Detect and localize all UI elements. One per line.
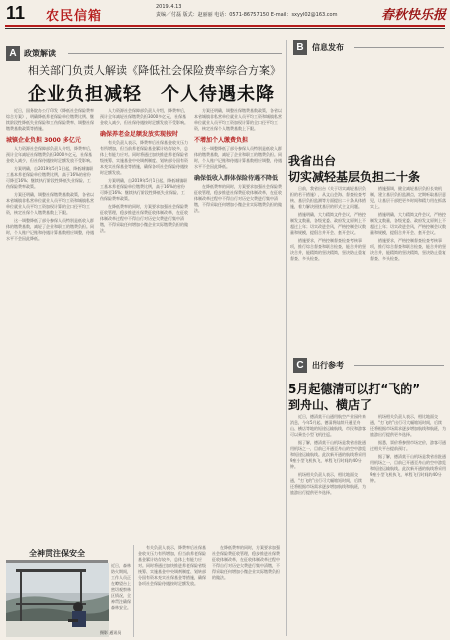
- section-b-column-2: [370, 186, 446, 354]
- section-a-column-3: [194, 108, 282, 540]
- paragraph: 方案还明确，调整社保缴费基数政策，各省以本省城镇非私营单位就业人员平均工资和城镇私营单位就业人员平均工资加权计算的全口径平均工资，核定社保个人缴费基数上下限。: [6, 192, 94, 215]
- paragraph: 方案明确，自2019年5月1日起，降低城镇职工基本养老保险单位缴费比例，高于16%的省份可降至16%；继续执行阶段性降低失业保险、工伤保险费率政策。: [100, 178, 188, 201]
- section-b-tag: 信息发布: [312, 43, 344, 52]
- masthead-rule: [5, 25, 445, 27]
- section-a-column-1: [6, 108, 94, 540]
- paragraph: 据悉，票价将参照市场定价，游客可通过相关平台提前预订。: [370, 440, 446, 451]
- paragraph: 这一调整降低了部分参保人员特别是低收入群体的缴费基数，减轻了企业和职工的缴费负担。同时，个人账户记账和待遇计算基数相应调整，待遇水平不会因此降低。: [6, 218, 94, 241]
- section-title: 农民信箱: [46, 9, 103, 24]
- section-b-badge: B: [293, 40, 307, 55]
- paragraph: 在降低费率的同时，方案要求加强社会保险费征收管理，稳步推进社保费征收体制改革，在征收体制改革过程中不得自行对历史欠费进行集中清缴，不得采取任何增加小微企业实际缴费负担的做法。: [194, 184, 282, 213]
- section-a-tag-line: [68, 53, 282, 54]
- paragraph: 日前，我省出台《关于切实减轻基层负担的若干措施》，从文山会海、督查检查考核、基层负担监测等方面提出二十条具体措施，着力解决困扰基层的形式主义问题。: [290, 186, 366, 209]
- paragraph: 据了解，德清莫干山机场是我省首批通用机场之一，目前已开通至舟山的空中游览和短途运输航线。此次新开通的航线将采用9座小型飞机执飞，单程飞行时间约40分钟。: [370, 454, 446, 483]
- paragraph: 有关负责人表示，降费率后社保基金收支压力有所增加，但当前养老保险基金累计结存较多，总体上有能力应对。同时将通过加快推进养老保险省级统筹、实施基金中央调剂制度、划转部分国有资本充实社保基金等措施，确保各项社会保险待遇按时足额发放。: [138, 545, 206, 586]
- section-a-column-5: [212, 545, 282, 637]
- section-a-kicker: 相关部门负责人解读《降低社会保险费率综合方案》: [28, 64, 281, 77]
- paragraph: 方案明确，自2019年5月1日起，降低城镇职工基本养老保险单位缴费比例，高于16%的省份可降至16%；继续执行阶段性降低失业保险、工伤保险费率政策。: [6, 166, 94, 189]
- section-b-column-1: [290, 186, 366, 354]
- section-a-tag: 政策解读: [24, 49, 56, 58]
- paragraph: 机场相关负责人表示，相比地面交通，“打飞的”出行可大幅缩短时间，后续还将根据市场需求逐步增加航线和航班，为旅游出行提供更多选择。: [370, 414, 446, 437]
- section-a-subhead-3: 不增加个人缴费负担: [194, 137, 249, 144]
- section-a-column-2: [100, 108, 188, 540]
- email-address: E-mail：sxyyl02@163.com: [270, 12, 338, 18]
- section-b-headline-2: 切实减轻基层负担二十条: [288, 170, 421, 184]
- section-a-subhead-2: 确保养老金足额发放实现按时: [100, 131, 179, 138]
- masthead: [6, 3, 446, 25]
- section-c-badge: C: [293, 358, 307, 373]
- paragraph: 机场相关负责人表示，相比地面交通，“打飞的”出行可大幅缩短时间，后续还将根据市场需求逐步增加航线和航班，为旅游出行提供更多选择。: [290, 472, 366, 495]
- paragraph: 措施明确，大力精简文件会议，严格控制发文数量，各级党委、政府发文原则上不超过上年；切实改进会风，严格控制会议数量和规模，提倡合并开会、套开会议。: [290, 212, 366, 235]
- section-a-column-4: [138, 545, 208, 637]
- feature-title: 全神贯注保安全: [29, 549, 85, 558]
- section-a-subhead-1: 城镇企业负担 3000 多亿元: [6, 137, 81, 144]
- phone-number: 电话：0571-86757150: [214, 12, 270, 18]
- section-c-column-2: [370, 414, 446, 636]
- section-c-headline-1: 5月起德清可以打“飞的”: [288, 382, 421, 396]
- section-a-subhead-4: 确保低收入群体保险待遇不降低: [194, 175, 279, 182]
- feature-photo: [6, 563, 109, 637]
- caption-text: 近日，森林防火期间，工作人员正在瞭望台上密切观察林区情况，全神贯注确保森林安全。: [111, 563, 131, 610]
- paragraph: 在降低费率的同时，方案要求加强社会保险费征收管理，稳步推进社保费征收体制改革，在征收体制改革过程中不得自行对历史欠费进行集中清缴，不得采取任何增加小微企业实际缴费负担的做法。: [100, 204, 188, 233]
- section-a-headline: 企业负担减轻 个人待遇未降: [28, 84, 275, 105]
- paragraph: 近日，德清莫干山通用航空产业园传来消息，今年5月起，德清将陆续开通至舟山、横店等地的短途运输航线，市民和游客可以乘坐小型飞机往返。: [290, 414, 366, 437]
- masthead-rule-thin: [5, 28, 445, 29]
- masthead-meta: [156, 4, 338, 18]
- paragraph: 措施要求，严格控制督查检查考核事项，推行综合督查和联合检查，能合并的坚决合并，能精简的坚决精简，坚决防止重复督查、多头检查。: [370, 238, 446, 261]
- column-divider: [286, 40, 287, 636]
- paragraph: 方案还明确，调整社保缴费基数政策，各省以本省城镇非私营单位就业人员平均工资和城镇私营单位就业人员平均工资加权计算的全口径平均工资，核定社保个人缴费基数上下限。: [194, 108, 282, 131]
- paragraph: 人力资源社会保障部负责人介绍，降费率后，预计全年减轻社保缴费负担3000多亿元，社保基金收入减少，但社保待遇按时足额发放不受影响。: [100, 108, 188, 125]
- paragraph: 这一调整降低了部分参保人员特别是低收入群体的缴费基数，减轻了企业和职工的缴费负担。同时，个人账户记账和待遇计算基数相应调整，待遇水平不会因此降低。: [194, 146, 282, 169]
- paragraph: 据了解，德清莫干山机场是我省首批通用机场之一，目前已开通至舟山的空中游览和短途运输航线。此次新开通的航线将采用9座小型飞机执飞，单程飞行时间约40分钟。: [290, 440, 366, 469]
- photo-credit: 摄影 通讯员: [100, 630, 122, 635]
- paper-logo: 春秋快乐报: [380, 8, 446, 23]
- section-a-badge: A: [6, 46, 20, 61]
- watchtower-photo-image: [6, 563, 109, 637]
- paragraph: 措施明确，大力精简文件会议，严格控制发文数量，各级党委、政府发文原则上不超过上年；切实改进会风，严格控制会议数量和规模，提倡合并开会、套开会议。: [370, 212, 446, 235]
- section-c-headline-2: 到舟山、横店了: [288, 398, 373, 412]
- paragraph: 措施要求，严格控制督查检查考核事项，推行综合督查和联合检查，能合并的坚决合并，能精简的坚决精简，坚决防止重复督查、多头检查。: [290, 238, 366, 261]
- issue-date: 2019.4.13: [156, 4, 182, 10]
- feature-caption: [111, 563, 131, 637]
- paragraph: 人力资源社会保障部负责人介绍，降费率后，预计全年减轻社保缴费负担3000多亿元，社保基金收入减少，但社保待遇按时足额发放不受影响。: [6, 146, 94, 163]
- feature-banner: [6, 548, 108, 562]
- paragraph: 在降低费率的同时，方案要求加强社会保险费征收管理，稳步推进社保费征收体制改革，在征收体制改革过程中不得自行对历史欠费进行集中清缴，不得采取任何增加小微企业实际缴费负担的做法。: [212, 545, 280, 580]
- paragraph: 近日，国务院办公厅印发《降低社会保险费率综合方案》，明确降低养老保险单位缴费比例、继续阶段性降低失业保险和工伤保险费率、调整社保缴费基数政策等措施。: [6, 108, 94, 131]
- section-c-column-1: [290, 414, 366, 636]
- paragraph: 有关负责人表示，降费率后社保基金收支压力有所增加，但当前养老保险基金累计结存较多，总体上有能力应对。同时将通过加快推进养老保险省级统筹、实施基金中央调剂制度、划转部分国有资本充实社保基金等措施，确保各项社会保险待遇按时足额发放。: [100, 140, 188, 175]
- editor-credit: 责编／付磊 版式：赵丽丽: [156, 12, 213, 18]
- feature-divider: [133, 545, 134, 637]
- section-c-tag-line: [354, 365, 444, 366]
- paragraph: 措施强调，健全减轻基层负担长效机制，建立基层负担监测点，定期听取基层意见，让基层干部把更多时间和精力用在抓落实上。: [370, 186, 446, 209]
- section-c-tag: 出行参考: [312, 361, 344, 370]
- section-b-headline-1: 我省出台: [288, 154, 337, 168]
- section-b-tag-line: [354, 47, 444, 48]
- page-number: 11: [6, 3, 26, 23]
